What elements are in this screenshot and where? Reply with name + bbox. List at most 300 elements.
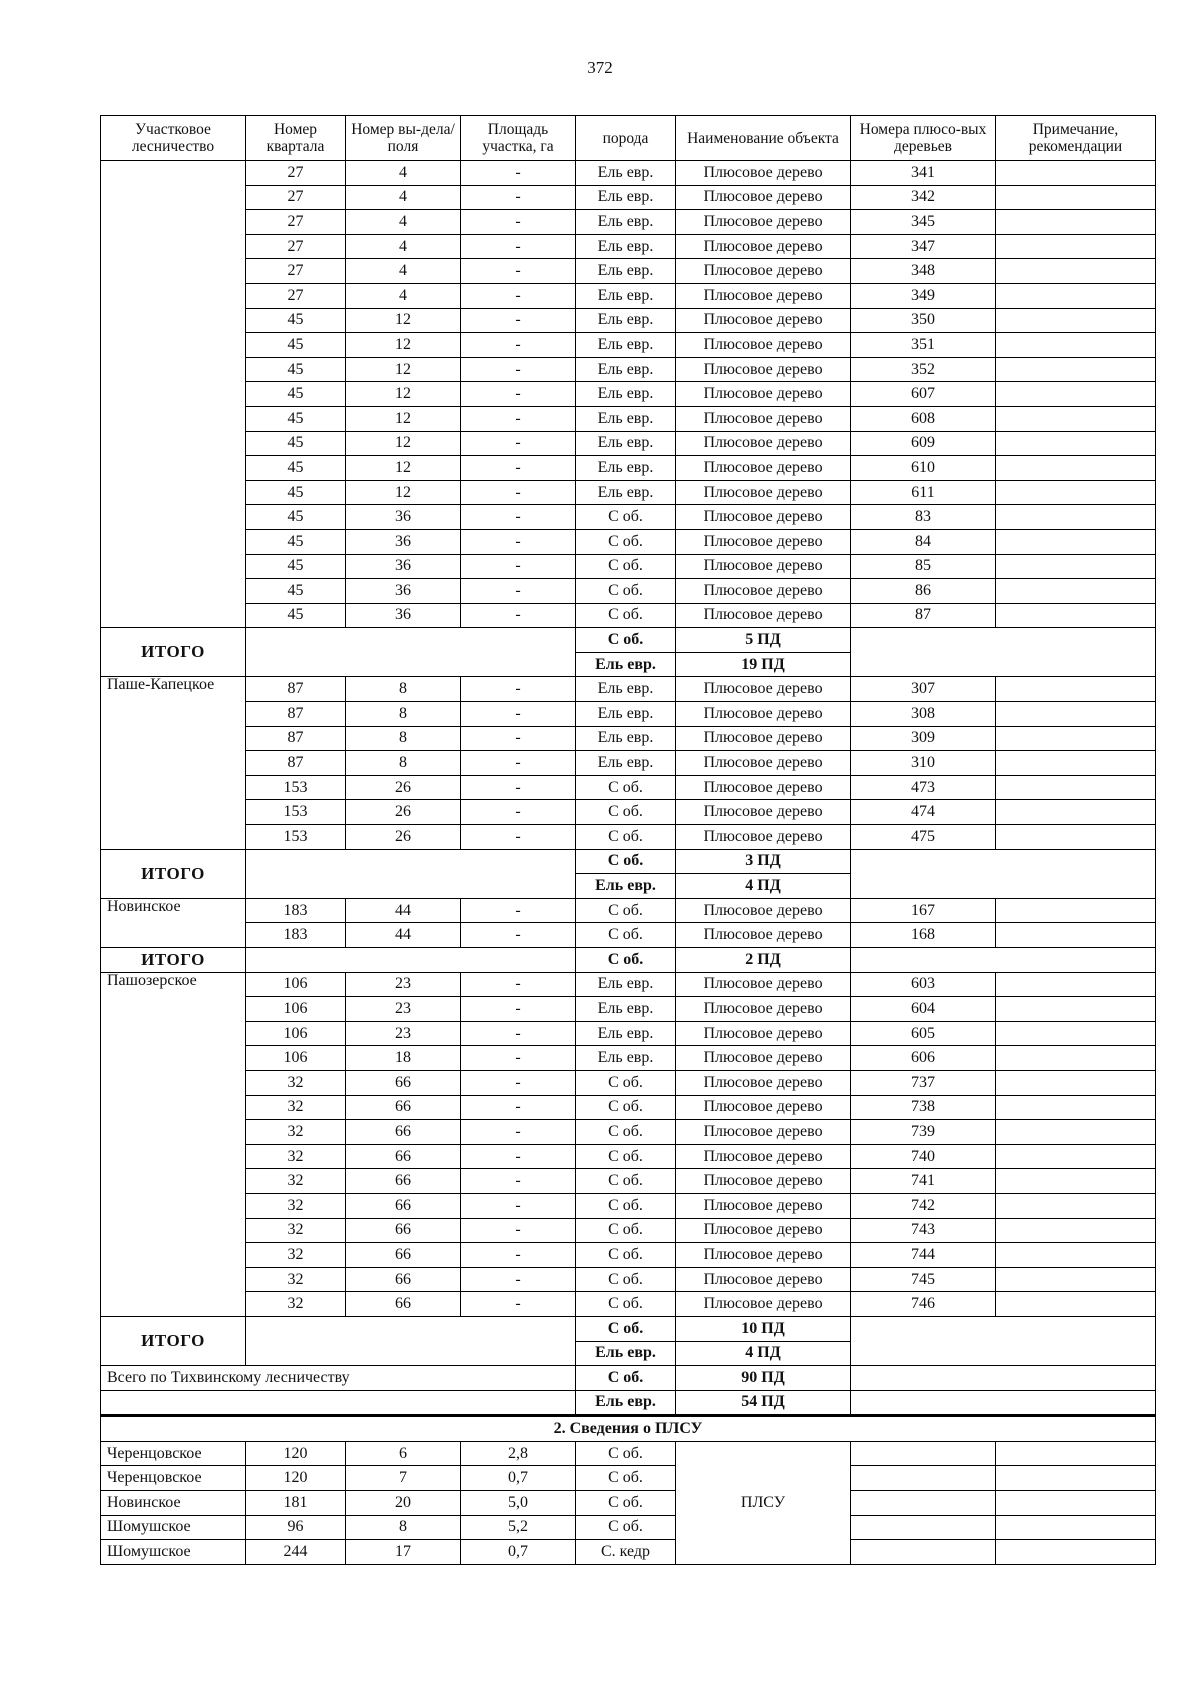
table-row [101,972,1156,997]
header-area: Площадь участка, га [461,116,576,161]
area: - [461,579,576,604]
area: - [461,775,576,800]
species: С об. [576,1193,676,1218]
area: - [461,1070,576,1095]
plot-number: 8 [346,726,461,751]
object-name: Плюсовое дерево [676,161,851,186]
object-name: Плюсовое дерево [676,185,851,210]
object-name: Плюсовое дерево [676,923,851,948]
tree-number-cell [851,1515,996,1540]
plot-number: 66 [346,1095,461,1120]
tree-number-cell [851,1441,996,1466]
tree-number: 605 [851,1021,996,1046]
grand-total-label: Всего по Тихвинскому лесничеству [101,1366,576,1391]
total-species: С об. [576,948,676,973]
quarter-number: 32 [246,1120,346,1145]
plot-number: 66 [346,1120,461,1145]
area: - [461,1095,576,1120]
total-spacer [246,849,576,898]
forestry-name: Новинское [101,898,246,947]
quarter-number: 153 [246,800,346,825]
species: С об. [576,1292,676,1317]
notes-cell [996,505,1156,530]
plsu-row [101,1441,1156,1466]
notes-cell [996,923,1156,948]
plot-number: 66 [346,1218,461,1243]
plot-number: 6 [346,1441,461,1466]
header-tree-numbers: Номера плюсо-вых деревьев [851,116,996,161]
plsu-row [101,1466,1156,1491]
notes-cell [996,775,1156,800]
tree-number: 603 [851,972,996,997]
area: - [461,726,576,751]
species: Ель евр. [576,382,676,407]
species: Ель евр. [576,677,676,702]
quarter-number: 106 [246,972,346,997]
area: - [461,406,576,431]
table-row [101,1243,1156,1268]
grand-total-blank [851,1366,1156,1391]
plot-number: 26 [346,775,461,800]
itogo-label: ИТОГО [101,628,246,677]
table-row [101,1021,1156,1046]
total-species: Ель евр. [576,652,676,677]
object-name: Плюсовое дерево [676,1095,851,1120]
quarter-number: 45 [246,431,346,456]
table-row [101,726,1156,751]
plot-number: 8 [346,751,461,776]
table-row [101,1193,1156,1218]
quarter-number: 27 [246,185,346,210]
species: С об. [576,898,676,923]
notes-cell [996,800,1156,825]
header-quarter: Номер квартала [246,116,346,161]
notes-cell [996,579,1156,604]
object-name: Плюсовое дерево [676,726,851,751]
tree-number: 342 [851,185,996,210]
plot-number: 36 [346,554,461,579]
notes-cell [996,431,1156,456]
tree-number-cell [851,1491,996,1516]
area: - [461,529,576,554]
plot-number: 26 [346,800,461,825]
grand-total-row [101,1390,1156,1416]
tree-number: 307 [851,677,996,702]
total-blank [851,1316,1156,1365]
species: С. кедр [576,1540,676,1565]
notes-cell [996,1193,1156,1218]
tree-number: 604 [851,997,996,1022]
area: - [461,480,576,505]
area: - [461,505,576,530]
plot-number: 4 [346,259,461,284]
table-row [101,333,1156,358]
plot-number: 12 [346,406,461,431]
table-row [101,505,1156,530]
tree-number: 351 [851,333,996,358]
tree-number: 352 [851,357,996,382]
object-name: Плюсовое дерево [676,357,851,382]
plot-number: 20 [346,1491,461,1516]
notes-cell [996,234,1156,259]
itogo-label: ИТОГО [101,849,246,898]
table-row [101,529,1156,554]
plot-number: 23 [346,972,461,997]
grand-total-count: 54 ПД [676,1390,851,1416]
quarter-number: 106 [246,997,346,1022]
object-name: Плюсовое дерево [676,529,851,554]
total-count: 19 ПД [676,652,851,677]
notes-cell [996,997,1156,1022]
quarter-number: 27 [246,161,346,186]
plot-number: 4 [346,210,461,235]
tree-number: 84 [851,529,996,554]
notes-cell [996,333,1156,358]
plot-number: 36 [346,529,461,554]
tree-number: 610 [851,456,996,481]
plot-number: 26 [346,825,461,850]
area: - [461,308,576,333]
table-row [101,308,1156,333]
plot-number: 12 [346,333,461,358]
quarter-number: 153 [246,775,346,800]
tree-number: 745 [851,1267,996,1292]
total-count: 4 ПД [676,874,851,899]
species: С об. [576,529,676,554]
plsu-row [101,1491,1156,1516]
object-name: Плюсовое дерево [676,259,851,284]
quarter-number: 96 [246,1515,346,1540]
area: - [461,382,576,407]
object-name: Плюсовое дерево [676,1120,851,1145]
plot-number: 66 [346,1243,461,1268]
tree-number-cell [851,1540,996,1565]
species: С об. [576,554,676,579]
object-name: Плюсовое дерево [676,308,851,333]
total-species: С об. [576,849,676,874]
grand-total-species: С об. [576,1366,676,1391]
tree-number: 744 [851,1243,996,1268]
plot-number: 66 [346,1070,461,1095]
area: - [461,825,576,850]
plot-number: 12 [346,456,461,481]
plot-number: 8 [346,677,461,702]
species: С об. [576,1441,676,1466]
area: - [461,283,576,308]
object-name: Плюсовое дерево [676,431,851,456]
page-number: 372 [587,58,613,77]
table-row [101,702,1156,727]
area: - [461,800,576,825]
forestry-name: Шомушское [101,1515,246,1540]
quarter-number: 32 [246,1095,346,1120]
quarter-number: 32 [246,1218,346,1243]
notes-cell [996,406,1156,431]
notes-cell [996,1515,1156,1540]
total-row [101,849,1156,874]
object-name: Плюсовое дерево [676,1070,851,1095]
notes-cell [996,554,1156,579]
quarter-number: 27 [246,234,346,259]
section-title-row [101,1416,1156,1442]
tree-number: 473 [851,775,996,800]
plot-number: 23 [346,1021,461,1046]
total-blank [851,948,1156,973]
quarter-number: 45 [246,357,346,382]
quarter-number: 45 [246,382,346,407]
object-name: Плюсовое дерево [676,775,851,800]
notes-cell [996,1144,1156,1169]
quarter-number: 120 [246,1441,346,1466]
species: С об. [576,1466,676,1491]
notes-cell [996,1491,1156,1516]
species: С об. [576,1070,676,1095]
quarter-number: 32 [246,1267,346,1292]
forestry-name [101,161,246,628]
notes-cell [996,1070,1156,1095]
quarter-number: 45 [246,529,346,554]
plot-number: 7 [346,1466,461,1491]
object-name: Плюсовое дерево [676,234,851,259]
table-row [101,603,1156,628]
total-count: 5 ПД [676,628,851,653]
species: Ель евр. [576,185,676,210]
species: Ель евр. [576,726,676,751]
quarter-number: 32 [246,1070,346,1095]
plot-number: 12 [346,308,461,333]
quarter-number: 87 [246,677,346,702]
plot-number: 17 [346,1540,461,1565]
species: Ель евр. [576,480,676,505]
tree-number: 345 [851,210,996,235]
table-row [101,923,1156,948]
tree-number: 87 [851,603,996,628]
area: - [461,898,576,923]
table-row [101,456,1156,481]
object-name: Плюсовое дерево [676,406,851,431]
species: Ель евр. [576,357,676,382]
header-species: порода [576,116,676,161]
plot-number: 18 [346,1046,461,1071]
table-row [101,161,1156,186]
area: - [461,1267,576,1292]
area: - [461,185,576,210]
total-count: 4 ПД [676,1341,851,1366]
tree-number: 608 [851,406,996,431]
plot-number: 12 [346,480,461,505]
object-name: Плюсовое дерево [676,210,851,235]
notes-cell [996,161,1156,186]
tree-number: 474 [851,800,996,825]
area: 5,2 [461,1515,576,1540]
quarter-number: 181 [246,1491,346,1516]
species: Ель евр. [576,308,676,333]
notes-cell [996,1292,1156,1317]
species: Ель евр. [576,210,676,235]
plot-number: 36 [346,603,461,628]
species: С об. [576,1144,676,1169]
table-row [101,579,1156,604]
plsu-row [101,1540,1156,1565]
area: 5,0 [461,1491,576,1516]
total-count: 2 ПД [676,948,851,973]
area: - [461,161,576,186]
species: С об. [576,1515,676,1540]
object-name: Плюсовое дерево [676,333,851,358]
area: - [461,1218,576,1243]
tree-number: 83 [851,505,996,530]
notes-cell [996,1466,1156,1491]
header-row [101,116,1156,161]
forestry-name: Новинское [101,1491,246,1516]
area: - [461,1046,576,1071]
object-name: Плюсовое дерево [676,1144,851,1169]
notes-cell [996,677,1156,702]
species: Ель евр. [576,751,676,776]
plsu-object-name: ПЛСУ [676,1441,851,1564]
quarter-number: 183 [246,923,346,948]
quarter-number: 45 [246,480,346,505]
species: Ель евр. [576,456,676,481]
plus-trees-table [100,115,1156,1565]
area: - [461,456,576,481]
object-name: Плюсовое дерево [676,1218,851,1243]
table-row [101,1046,1156,1071]
plot-number: 4 [346,234,461,259]
notes-cell [996,1095,1156,1120]
notes-cell [996,825,1156,850]
tree-number: 606 [851,1046,996,1071]
plot-number: 66 [346,1292,461,1317]
quarter-number: 106 [246,1046,346,1071]
header-notes: Примечание, рекомендации [996,116,1156,161]
notes-cell [996,702,1156,727]
notes-cell [996,456,1156,481]
object-name: Плюсовое дерево [676,603,851,628]
quarter-number: 45 [246,554,346,579]
species: Ель евр. [576,406,676,431]
notes-cell [996,529,1156,554]
quarter-number: 27 [246,283,346,308]
table-row [101,898,1156,923]
table-row [101,185,1156,210]
plot-number: 8 [346,1515,461,1540]
tree-number: 349 [851,283,996,308]
total-spacer [246,628,576,677]
object-name: Плюсовое дерево [676,898,851,923]
total-species: С об. [576,628,676,653]
table-row [101,1070,1156,1095]
area: - [461,677,576,702]
species: Ель евр. [576,431,676,456]
plsu-row [101,1515,1156,1540]
tree-number: 607 [851,382,996,407]
quarter-number: 45 [246,603,346,628]
area: - [461,1243,576,1268]
notes-cell [996,283,1156,308]
plot-number: 12 [346,357,461,382]
table-row [101,259,1156,284]
species: Ель евр. [576,283,676,308]
notes-cell [996,1540,1156,1565]
species: С об. [576,1267,676,1292]
tree-number: 741 [851,1169,996,1194]
object-name: Плюсовое дерево [676,677,851,702]
forestry-name: Шомушское [101,1540,246,1565]
species: Ель евр. [576,702,676,727]
object-name: Плюсовое дерево [676,579,851,604]
area: - [461,357,576,382]
table-row [101,775,1156,800]
tree-number: 309 [851,726,996,751]
area: - [461,1193,576,1218]
total-species: Ель евр. [576,874,676,899]
notes-cell [996,480,1156,505]
species: С об. [576,1491,676,1516]
table-row [101,800,1156,825]
plot-number: 8 [346,702,461,727]
quarter-number: 32 [246,1193,346,1218]
plot-number: 23 [346,997,461,1022]
table-row [101,406,1156,431]
total-row [101,1316,1156,1341]
quarter-number: 45 [246,333,346,358]
area: - [461,972,576,997]
total-count: 3 ПД [676,849,851,874]
table-row [101,431,1156,456]
plot-number: 66 [346,1144,461,1169]
object-name: Плюсовое дерево [676,480,851,505]
object-name: Плюсовое дерево [676,751,851,776]
itogo-label: ИТОГО [101,948,246,973]
plot-number: 12 [346,382,461,407]
notes-cell [996,308,1156,333]
notes-cell [996,210,1156,235]
quarter-number: 183 [246,898,346,923]
quarter-number: 32 [246,1292,346,1317]
table-row [101,1292,1156,1317]
table-row [101,234,1156,259]
tree-number: 742 [851,1193,996,1218]
table-row [101,825,1156,850]
area: - [461,751,576,776]
grand-total-count: 90 ПД [676,1366,851,1391]
area: - [461,234,576,259]
tree-number: 737 [851,1070,996,1095]
area: - [461,1169,576,1194]
species: С об. [576,1120,676,1145]
total-blank [851,628,1156,677]
quarter-number: 45 [246,406,346,431]
species: С об. [576,505,676,530]
total-species: Ель евр. [576,1341,676,1366]
tree-number-cell [851,1466,996,1491]
plot-number: 36 [346,579,461,604]
total-spacer [246,1316,576,1365]
species: С об. [576,1243,676,1268]
notes-cell [996,1120,1156,1145]
forestry-name: Черенцовское [101,1466,246,1491]
table-row [101,1095,1156,1120]
forestry-name: Черенцовское [101,1441,246,1466]
total-row [101,948,1156,973]
table-row [101,357,1156,382]
object-name: Плюсовое дерево [676,1021,851,1046]
notes-cell [996,259,1156,284]
table-row [101,210,1156,235]
quarter-number: 87 [246,702,346,727]
notes-cell [996,1441,1156,1466]
